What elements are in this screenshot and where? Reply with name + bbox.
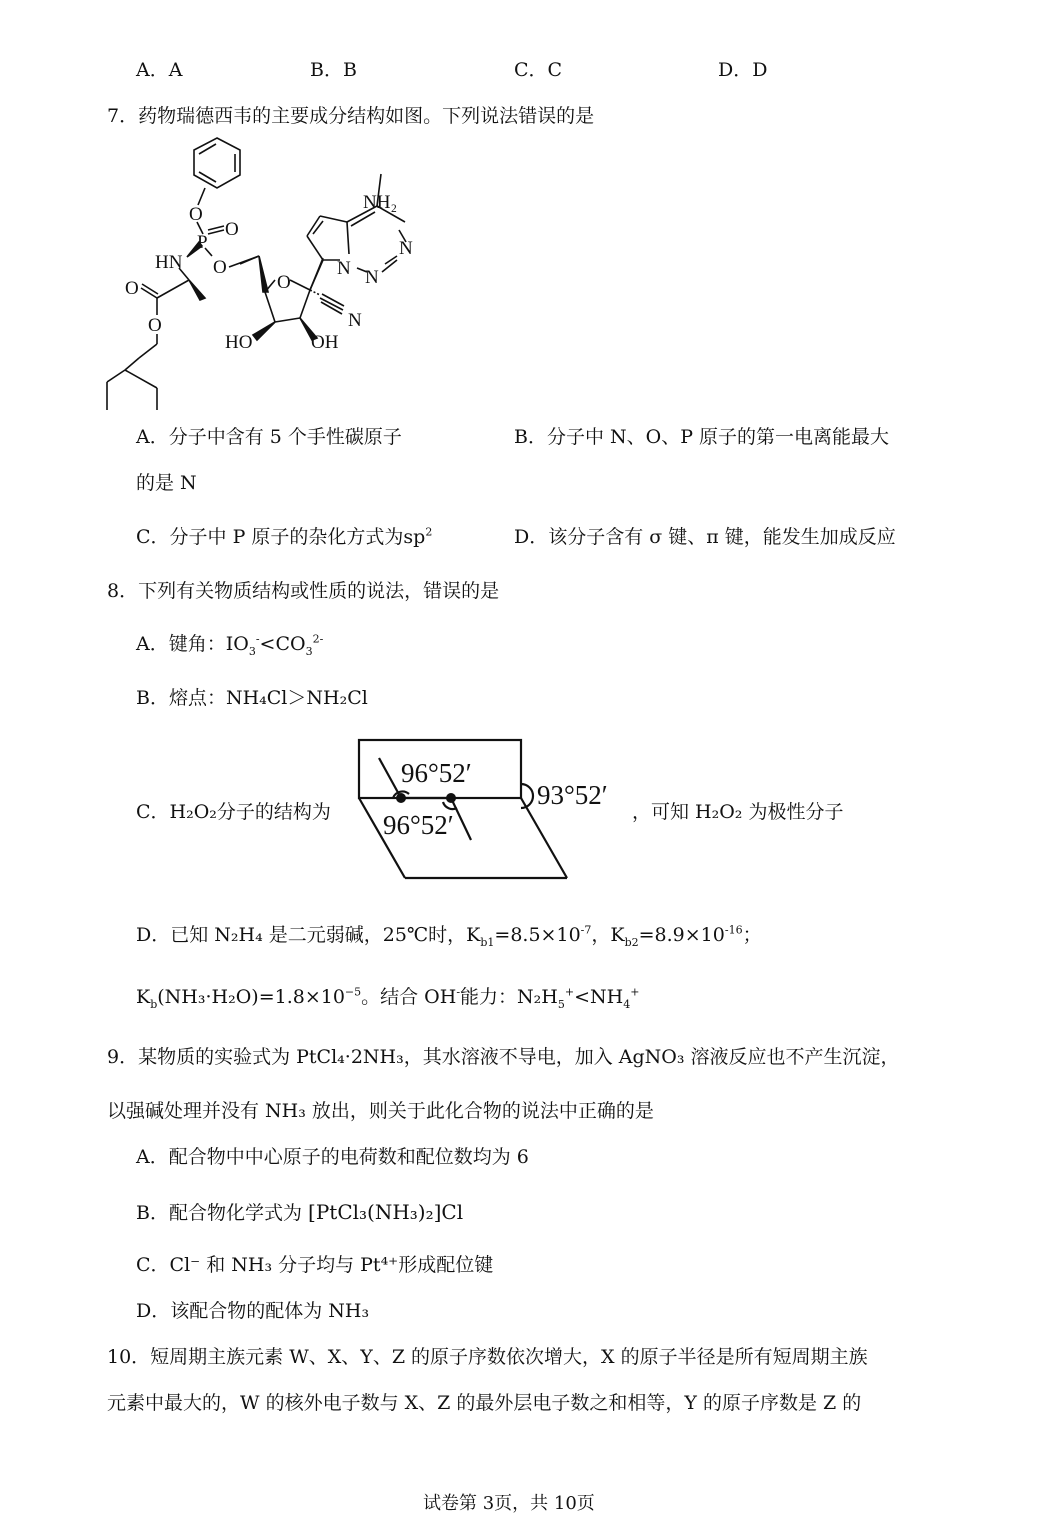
angle-label-right: 93°52′ (537, 780, 608, 810)
q9-b-formula: [PtCl₃(NH₃)₂]Cl (308, 1200, 464, 1224)
label-ho: HO (225, 332, 253, 353)
q9-option-a: A．配合物中中心原子的电荷数和配位数均为 6 (136, 1146, 529, 1168)
angle-label-bottom: 96°52′ (383, 810, 454, 840)
q8-a-pre: A．键角：IO (136, 633, 249, 655)
label-oh: OH (311, 332, 339, 353)
q8-d2-a: K (136, 986, 151, 1008)
label-n3: N (365, 267, 379, 288)
label-o4: O (125, 278, 139, 299)
label-n1: N (399, 238, 413, 259)
label-nh2: NH₂ (363, 192, 398, 213)
q9-stem-post: ，其水溶液不导电，加入 AgNO₃ 溶液反应也不产生沉淀， (403, 1046, 900, 1068)
label-o2: O (225, 219, 239, 240)
q7-option-c-text: C．分子中 P 原子的杂化方式为sp (136, 526, 426, 548)
angle-label-top: 96°52′ (401, 758, 472, 788)
q7-option-c-sup: 2 (425, 525, 433, 539)
q8-option-c-pre: C．H₂O₂分子的结构为 (136, 801, 331, 823)
q9-formula: PtCl₄·2NH₃ (296, 1046, 404, 1068)
label-n4: N (348, 310, 362, 331)
q7-stem: 7．药物瑞德西韦的主要成分结构如图。下列说法错误的是 (107, 105, 595, 127)
label-o6: O (277, 272, 291, 293)
label-n2: N (337, 258, 351, 279)
q7-option-b-cont: 的是 N (136, 472, 197, 494)
q7-option-c (136, 525, 433, 548)
q9-stem-line1 (107, 1048, 900, 1067)
q8-d2-c: 。结合 OH (361, 986, 457, 1008)
q8-option-b: B．熔点：NH₄Cl＞NH₂Cl (136, 687, 368, 709)
remdesivir-structure (95, 130, 435, 415)
h2o2-structure-figure (355, 736, 625, 886)
q8-d-pre: D．已知 N₂H₄ 是二元弱碱，25℃时，K (136, 924, 481, 946)
q8-d2-d: 能力：N₂H (460, 986, 558, 1008)
q8-d2-e: <NH (574, 986, 624, 1008)
q8-d-exp2: -16 (724, 923, 743, 937)
q6-option-b: B．B (310, 59, 357, 81)
q6-option-d: D．D (718, 59, 768, 81)
q8-d2-exp: −5 (344, 985, 362, 999)
q8-a-mid: <CO (259, 633, 306, 655)
q8-option-a: A．键角：$IO_3^-<CO_3^{2-}$ (136, 632, 324, 658)
q7-option-b: B．分子中 N、O、P 原子的第一电离能最大 (514, 426, 890, 448)
q10-line2: 元素中最大的，W 的核外电子数与 X、Z 的最外层电子数之和相等，Y 的原子序数是 Z 的 (107, 1392, 862, 1414)
page-footer: 试卷第 3页，共 10页 (423, 1493, 595, 1514)
q9-option-b (136, 1202, 463, 1223)
q6-option-c: C．C (514, 59, 563, 81)
q6-option-a: A．A (136, 59, 183, 81)
label-o3: O (213, 257, 227, 278)
q8-d-kb2: =8.9×10 (638, 924, 725, 946)
q8-d2-b: (NH₃·H₂O)=1.8×10 (157, 986, 345, 1008)
q8-option-c-post: ，可知 H₂O₂ 为极性分子 (632, 801, 844, 823)
label-hn: HN (155, 252, 183, 273)
q7-option-a: A．分子中含有 5 个手性碳原子 (136, 426, 402, 448)
q10-line1: 10．短周期主族元素 W、X、Y、Z 的原子序数依次增大，X 的原子半径是所有短周期主族 (107, 1346, 868, 1368)
q9-stem-pre: 9．某物质的实验式为 (107, 1046, 291, 1068)
q8-d-exp1: -7 (580, 923, 592, 937)
q9-b-pre: B．配合物化学式为 (136, 1202, 302, 1224)
q8-option-d-line2: $K_b(NH_3\cdot H_2O)=1.8\times 10^{-5}$。结合 OH-能力：$N_2H_5^+<NH_4^+$ (136, 985, 640, 1011)
q7-option-d: D．该分子含有 σ 键、π 键，能发生加成反应 (514, 526, 896, 548)
q8-d-kb1: =8.5×10 (494, 924, 581, 946)
q9-option-d: D．该配合物的配体为 NH₃ (136, 1300, 370, 1322)
q8-stem: 8．下列有关物质结构或性质的说法，错误的是 (107, 580, 500, 602)
q9-stem-line2: 以强碱处理并没有 NH₃ 放出，则关于此化合物的说法中正确的是 (107, 1100, 654, 1122)
label-o5: O (148, 315, 162, 336)
label-o1: O (189, 204, 203, 225)
q8-option-d-line1: D．已知 N₂H₄ 是二元弱碱，25℃时，$K_{b1}=8.5\times 10^{-7}$，$K_{b2}=8.9\times 10^{-16}$； (136, 923, 762, 949)
q9-option-c: C．Cl⁻ 和 NH₃ 分子均与 Pt⁴⁺形成配位键 (136, 1254, 494, 1276)
label-p: P (197, 232, 208, 253)
